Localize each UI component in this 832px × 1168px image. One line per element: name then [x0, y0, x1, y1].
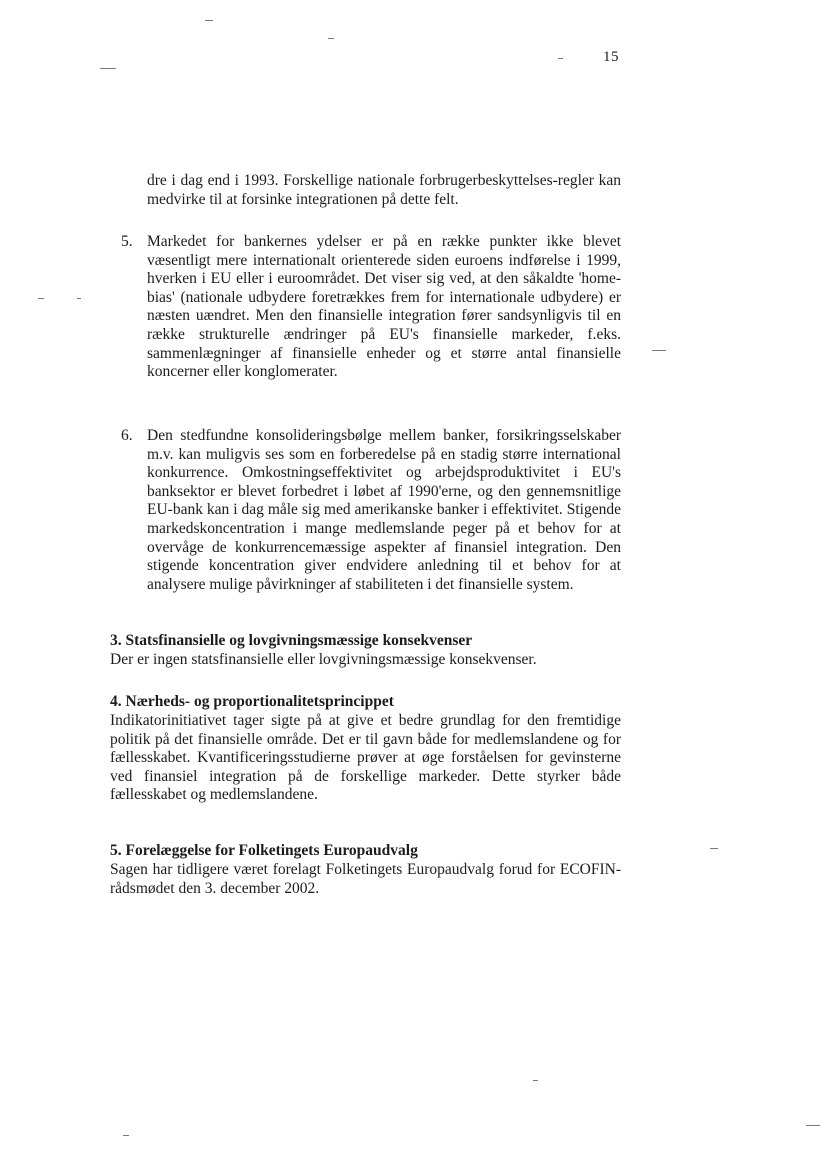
scan-speck: [100, 68, 116, 69]
scan-speck: [558, 58, 563, 59]
list-item-text: Den stedfundne konsolideringsbølge mellem banker, forsikringsselskaber m.v. kan muligvis ses som en forberedelse på en stadig større international konkurrence. Omkostningseffektivitet og arbejdsproduktivitet i EU's banksektor er blevet forbedret i løbet af 1990'erne, og den gennemsnitlige EU-bank kan i dag måle sig med amerikanske banker i effektivitet. Stigende markedskoncentration i mange medlemslande peger på et behov for at overvåge de konkurrencemæssige aspekter af finansiel integration. Den stigende koncentration giver endvidere anledning til et behov for at analysere mulige påvirkninger af stabiliteten i det finansielle system.: [147, 427, 621, 593]
section-heading-subsidiarity: 4. Nærheds- og proportionalitetsprincippet: [110, 693, 394, 710]
section-body-consequences: Der er ingen statsfinansielle eller lovgivningsmæssige konsekvenser.: [110, 651, 537, 668]
section-heading-consequences: 3. Statsfinansielle og lovgivningsmæssige konsekvenser: [110, 632, 473, 649]
list-item-text: Markedet for bankernes ydelser er på en række punkter ikke blevet væsentligt mere internationalt orienterede siden euroens indførelse i 1999, hverken i EU eller i euroområdet. Det viser sig ved, at den såkaldte 'home-bias' (nationale udbydere foretrækkes frem for internationale udbydere) er næsten uændret. Men den finansielle integration fører sandsynligvis til en række strukturelle ændringer på EU's finansielle markeder, f.eks. sammenlægninger af finansielle enheder og et større antal finansielle koncerner eller konglomerater.: [147, 233, 621, 381]
list-item-number: 5.: [121, 233, 133, 250]
continuation-paragraph: dre i dag end i 1993. Forskellige nationale forbrugerbeskyttelses-regler kan medvirke til at forsinke integrationen på dette felt.: [147, 172, 621, 208]
scan-speck: [123, 1135, 129, 1136]
section-body-europe-committee: Sagen har tidligere været forelagt Folketingets Europaudvalg forud for ECOFIN-rådsmødet den 3. december 2002.: [110, 861, 621, 897]
scan-speck: [205, 20, 213, 21]
section-body-subsidiarity: Indikatorinitiativet tager sigte på at give et bedre grundlag for den fremtidige politik på det finansielle område. Det er til gavn både for medlemslandene og for fællesskabet. Kvantificeringsstudierne prøver at øge forståelsen for gevinsterne ved finansiel integration på de forskellige markeder. Dette styrker både fællesskabet og medlemslandene.: [110, 712, 621, 804]
scan-speck: [710, 848, 718, 849]
section-heading-europe-committee: 5. Forelæggelse for Folketingets Europaudvalg: [110, 842, 418, 859]
scan-speck: [38, 298, 44, 299]
scan-speck: [533, 1080, 538, 1081]
scan-speck: [806, 1125, 820, 1126]
scan-speck: [328, 38, 334, 39]
scan-speck: [652, 350, 666, 351]
scan-speck: [77, 298, 81, 299]
list-item-number: 6.: [121, 427, 133, 444]
page-number: 15: [603, 49, 619, 65]
